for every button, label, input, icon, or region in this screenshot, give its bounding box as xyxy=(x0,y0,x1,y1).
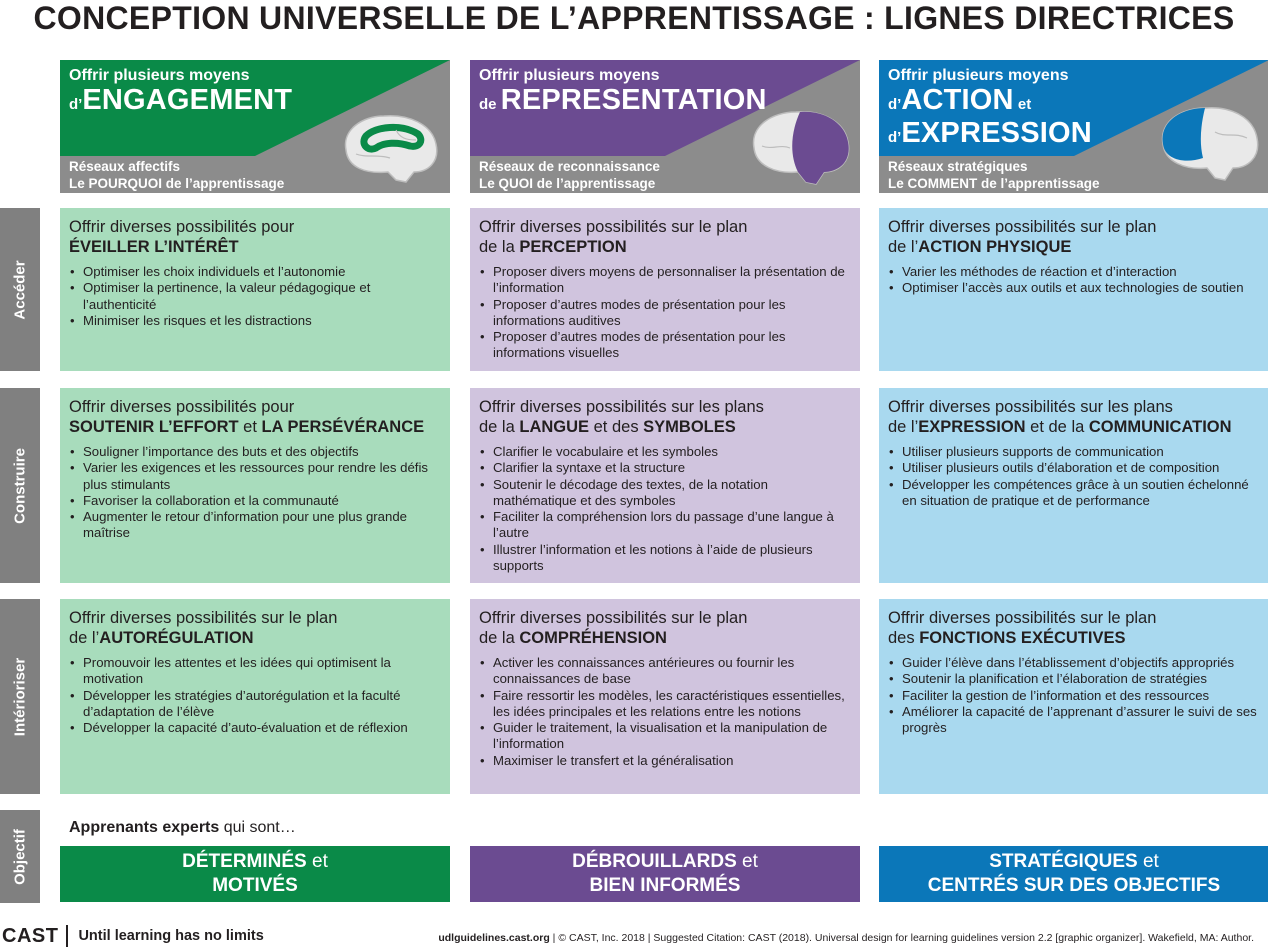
cell-title: Offrir diverses possibilités pour SOUTENIR L’EFFORT et LA PERSÉVÉRANCE xyxy=(69,398,425,436)
cell-title: Offrir diverses possibilités sur le plan de l’ACTION PHYSIQUE xyxy=(888,218,1157,256)
list-item: • Optimiser la pertinence, la valeur pédagogique et l’authenticité xyxy=(69,280,441,313)
list-item: • Optimiser l’accès aux outils et aux technologies de soutien xyxy=(888,280,1260,296)
cell-fonctions-executives xyxy=(879,599,1268,794)
site-link[interactable]: udlguidelines.cast.org xyxy=(438,932,550,944)
list-item: • Proposer d’autres modes de présentation pour les informations auditives xyxy=(479,297,851,330)
list-item: • Soutenir le décodage des textes, de la notation mathématique et des symboles xyxy=(479,477,851,510)
row-label-acceder: Accéder xyxy=(0,208,40,371)
brain-icon xyxy=(746,106,854,190)
list-item: • Développer les compétences grâce à un soutien échelonné en situation de pratique et de performance xyxy=(888,477,1260,510)
list-item: • Clarifier le vocabulaire et les symboles xyxy=(479,444,851,460)
list-item: • Améliorer la capacité de l’apprenant d’assurer le suivi de ses progrès xyxy=(888,704,1260,737)
cell-title: Offrir diverses possibilités pour ÉVEILLER L’INTÉRÊT xyxy=(69,218,295,256)
footer-brand xyxy=(2,924,264,948)
cell-effort-perseverance xyxy=(60,388,450,583)
list-item: • Développer les stratégies d’autorégulation et la faculté d’adaptation de l’élève xyxy=(69,688,441,721)
divider xyxy=(66,925,68,947)
row-label-objectif: Objectif xyxy=(0,810,40,903)
list-item: • Varier les exigences et les ressources pour rendre les défis plus stimulants xyxy=(69,460,441,493)
header-action-expression xyxy=(879,60,1268,193)
list-item: • Proposer d’autres modes de présentation pour les informations visuelles xyxy=(479,329,851,362)
guideline-list xyxy=(69,264,441,329)
list-item: • Souligner l’importance des buts et des objectifs xyxy=(69,444,441,460)
experts-label: Apprenants experts qui sont… xyxy=(69,819,296,836)
list-item: • Varier les méthodes de réaction et d’interaction xyxy=(888,264,1260,280)
cell-title: Offrir diverses possibilités sur les plans de l’EXPRESSION et de la COMMUNICATION xyxy=(888,398,1232,436)
cell-title: Offrir diverses possibilités sur le plan de l’AUTORÉGULATION xyxy=(69,609,338,647)
guideline-list xyxy=(69,444,441,542)
header-representation xyxy=(470,60,860,193)
list-item: • Illustrer l’information et les notions à l’aide de plusieurs supports xyxy=(479,542,851,575)
guideline-list xyxy=(479,655,851,769)
list-item: • Maximiser le transfert et la généralisation xyxy=(479,753,851,769)
list-item: • Promouvoir les attentes et les idées qui optimisent la motivation xyxy=(69,655,441,688)
cell-perception xyxy=(470,208,860,371)
header-network: Réseaux de reconnaissance Le QUOI de l’apprentissage xyxy=(479,159,660,191)
cell-title: Offrir diverses possibilités sur le plan de la COMPRÉHENSION xyxy=(479,609,748,647)
guideline-list xyxy=(888,444,1260,509)
header-intro: Offrir plusieurs moyens xyxy=(69,67,250,84)
list-item: • Faciliter la gestion de l’information et des ressources xyxy=(888,688,1260,704)
list-item: • Optimiser les choix individuels et l’autonomie xyxy=(69,264,441,280)
list-item: • Favoriser la collaboration et la communauté xyxy=(69,493,441,509)
row-label-interioriser: Intérioriser xyxy=(0,599,40,794)
header-engagement xyxy=(60,60,450,193)
list-item: • Faire ressortir les modèles, les caractéristiques essentielles, les idées principales et les relations entre les notions xyxy=(479,688,851,721)
list-item: • Guider le traitement, la visualisation et la manipulation de l’information xyxy=(479,720,851,753)
list-item: • Développer la capacité d’auto-évaluation et de réflexion xyxy=(69,720,441,736)
guideline-list xyxy=(479,444,851,574)
header-intro: Offrir plusieurs moyens xyxy=(888,67,1069,84)
header-title: de REPRESENTATION xyxy=(479,84,767,116)
objective-debrouillards: DÉBROUILLARDS et BIEN INFORMÉS xyxy=(470,846,860,902)
cell-expression-communication xyxy=(879,388,1268,583)
guideline-list xyxy=(888,264,1260,297)
tagline: Until learning has no limits xyxy=(78,928,264,944)
cell-eveiller-interet xyxy=(60,208,450,371)
footer-citation: udlguidelines.cast.org | © CAST, Inc. 2018 | Suggested Citation: CAST (2018). Universal design for learning guidelines version 2.2 [graphic organizer]. Wakefield, MA: Author. xyxy=(438,932,1254,944)
guideline-list xyxy=(479,264,851,362)
cell-title: Offrir diverses possibilités sur les plans de la LANGUE et des SYMBOLES xyxy=(479,398,764,436)
cell-langue-symboles xyxy=(470,388,860,583)
list-item: • Augmenter le retour d’information pour une plus grande maîtrise xyxy=(69,509,441,542)
objective-determines: DÉTERMINÉS et MOTIVÉS xyxy=(60,846,450,902)
list-item: • Soutenir la planification et l’élaboration de stratégies xyxy=(888,671,1260,687)
row-label-construire: Construire xyxy=(0,388,40,583)
header-title-line2: d’EXPRESSION xyxy=(888,117,1092,149)
list-item: • Clarifier la syntaxe et la structure xyxy=(479,460,851,476)
header-intro: Offrir plusieurs moyens xyxy=(479,67,660,84)
list-item: • Guider l’élève dans l’établissement d’objectifs appropriés xyxy=(888,655,1260,671)
page-title: CONCEPTION UNIVERSELLE DE L’APPRENTISSAGE : LIGNES DIRECTRICES xyxy=(33,0,1235,36)
cell-title: Offrir diverses possibilités sur le plan des FONCTIONS EXÉCUTIVES xyxy=(888,609,1157,647)
guideline-list xyxy=(888,655,1260,736)
brain-icon xyxy=(336,110,442,188)
guideline-list xyxy=(69,655,441,736)
cell-title: Offrir diverses possibilités sur le plan de la PERCEPTION xyxy=(479,218,748,256)
cell-comprehension xyxy=(470,599,860,794)
header-network: Réseaux stratégiques Le COMMENT de l’apprentissage xyxy=(888,159,1100,191)
list-item: • Utiliser plusieurs outils d’élaboration et de composition xyxy=(888,460,1260,476)
header-network: Réseaux affectifs Le POURQUOI de l’apprentissage xyxy=(69,159,285,191)
list-item: • Faciliter la compréhension lors du passage d’une langue à l’autre xyxy=(479,509,851,542)
header-title-line1: d’ACTION et xyxy=(888,84,1032,116)
header-title: d’ENGAGEMENT xyxy=(69,84,293,116)
objective-strategiques: STRATÉGIQUES et CENTRÉS SUR DES OBJECTIFS xyxy=(879,846,1268,902)
cell-autoregulation xyxy=(60,599,450,794)
list-item: • Activer les connaissances antérieures ou fournir les connaissances de base xyxy=(479,655,851,688)
brain-icon xyxy=(1155,102,1263,186)
cell-action-physique xyxy=(879,208,1268,371)
cast-logo: CAST xyxy=(2,924,59,947)
list-item: • Proposer divers moyens de personnaliser la présentation de l’information xyxy=(479,264,851,297)
list-item: • Minimiser les risques et les distractions xyxy=(69,313,441,329)
list-item: • Utiliser plusieurs supports de communication xyxy=(888,444,1260,460)
